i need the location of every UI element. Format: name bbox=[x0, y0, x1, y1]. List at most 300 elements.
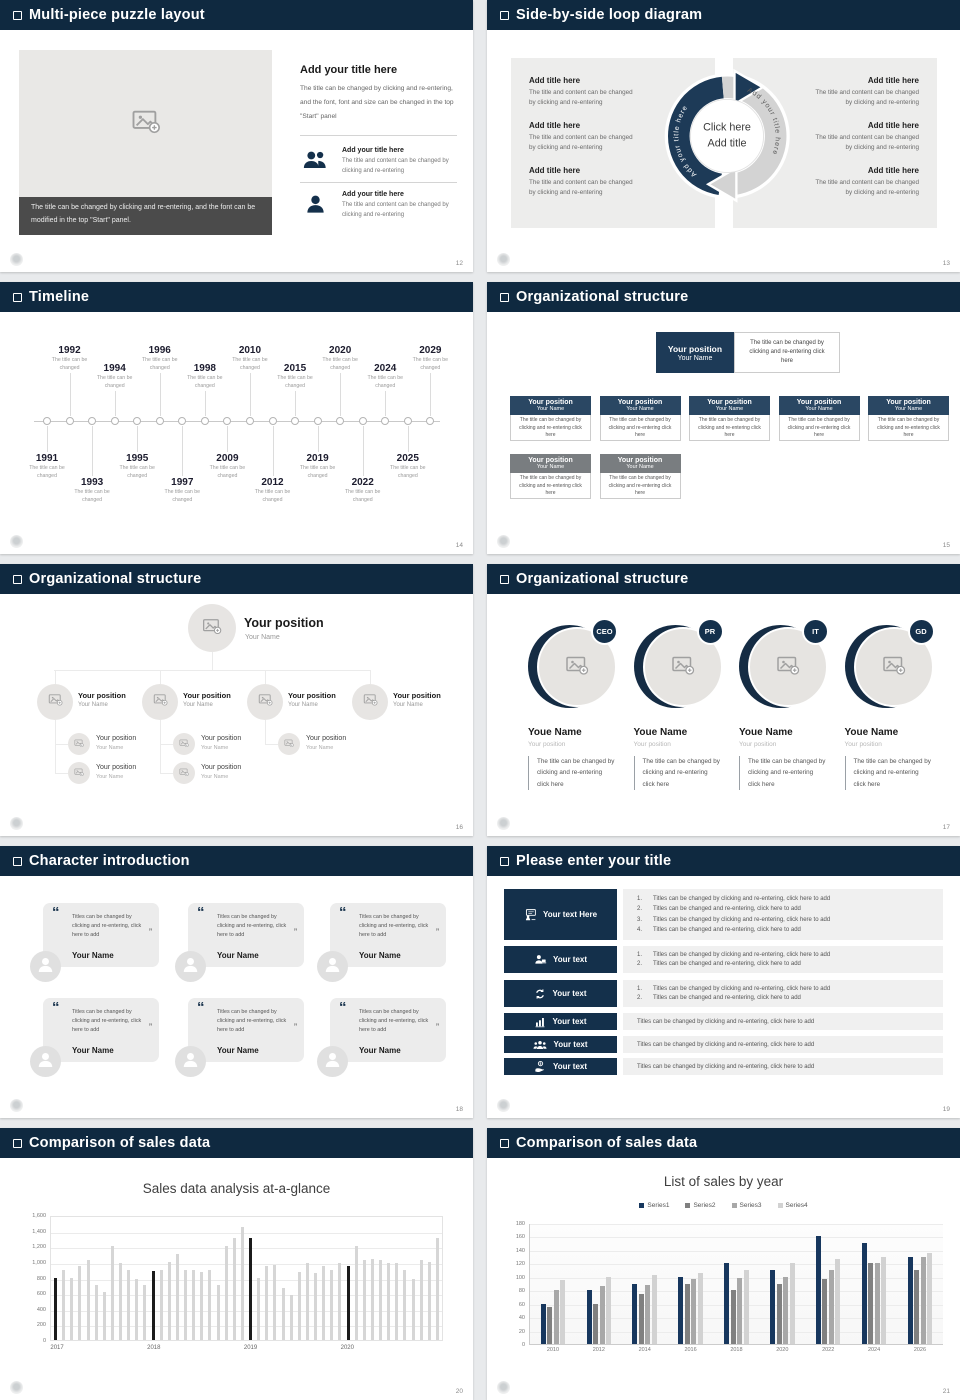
name-label: Your Name bbox=[715, 406, 744, 413]
timeline-dot bbox=[404, 417, 412, 425]
org-profiles-canvas bbox=[487, 594, 960, 836]
org-box-header bbox=[510, 454, 591, 473]
line-text: Titles can be changed by clicking and re-entering, click here to add bbox=[653, 916, 831, 923]
x-axis-label: 2018 bbox=[147, 1345, 161, 1351]
org-box-header bbox=[779, 396, 860, 415]
quote-card bbox=[188, 903, 304, 967]
timeline-connector bbox=[295, 391, 296, 416]
timeline-item bbox=[250, 477, 296, 505]
character-name: Your Name bbox=[359, 951, 401, 960]
avatar bbox=[317, 1046, 348, 1077]
slide-org-structure-boxes[interactable] bbox=[487, 282, 960, 554]
sales-chart-2 bbox=[487, 1158, 960, 1400]
connector-line bbox=[265, 720, 266, 744]
row-title-button[interactable] bbox=[504, 980, 617, 1007]
divider bbox=[300, 182, 457, 183]
item-body: The title and content can be changed by clicking and re-entering bbox=[815, 179, 919, 197]
row-text-line bbox=[637, 995, 937, 1001]
close-quote-icon: ” bbox=[436, 927, 439, 937]
open-quote-icon: “ bbox=[52, 904, 60, 921]
timeline-item bbox=[69, 477, 115, 505]
timeline-year: 1998 bbox=[193, 363, 216, 374]
image-placeholder-icon bbox=[179, 764, 189, 782]
legend-marker bbox=[778, 1203, 783, 1208]
slide-header bbox=[487, 282, 960, 312]
row-text-list bbox=[623, 1036, 943, 1053]
timeline-connector bbox=[318, 426, 319, 452]
line-number: 1. bbox=[637, 951, 643, 958]
slide-header bbox=[487, 1128, 960, 1158]
bar bbox=[822, 1279, 827, 1344]
legend-marker bbox=[685, 1203, 690, 1208]
line-text: Titles can be changed by clicking and re-entering, click here to add bbox=[653, 951, 831, 958]
bar bbox=[790, 1263, 795, 1344]
timeline-year: 2019 bbox=[306, 453, 329, 464]
coin-hand-icon bbox=[534, 1060, 547, 1073]
timeline-item-body: The title can be changed bbox=[254, 489, 291, 503]
y-axis-label: 20 bbox=[518, 1328, 525, 1335]
page-number: 13 bbox=[942, 260, 950, 267]
branch-name: Your Name bbox=[78, 702, 108, 708]
profile-name: Youe Name bbox=[528, 727, 582, 738]
page-number: 14 bbox=[455, 542, 463, 549]
bar bbox=[265, 1266, 268, 1340]
connector-line bbox=[265, 670, 266, 684]
image-placeholder-icon bbox=[776, 653, 800, 682]
bar bbox=[119, 1263, 122, 1340]
page-number: 18 bbox=[455, 1106, 463, 1113]
y-axis-label: 160 bbox=[515, 1234, 525, 1241]
item-title: Add title here bbox=[867, 76, 919, 85]
sub-position: Your position bbox=[201, 764, 242, 771]
university-seal-logo bbox=[497, 535, 510, 548]
person-silhouette-icon bbox=[323, 1050, 342, 1074]
x-axis-label: 2020 bbox=[776, 1347, 789, 1353]
branch-position: Your position bbox=[183, 691, 231, 700]
square-bullet-icon bbox=[500, 857, 509, 866]
open-quote-icon: “ bbox=[197, 999, 205, 1016]
timeline-dot bbox=[66, 417, 74, 425]
line-number: 1. bbox=[637, 985, 643, 992]
avatar bbox=[30, 951, 61, 982]
connector-line bbox=[160, 744, 173, 745]
bar bbox=[428, 1262, 431, 1340]
y-axis-label: 400 bbox=[36, 1306, 46, 1313]
bar bbox=[777, 1284, 782, 1345]
timeline-year: 1994 bbox=[103, 363, 126, 374]
close-quote-icon: ” bbox=[294, 1022, 297, 1032]
name-label: Your Name bbox=[536, 406, 565, 413]
timeline-year: 2022 bbox=[351, 477, 374, 488]
close-quote-icon: ” bbox=[149, 927, 152, 937]
org-box-body: The title can be changed by clicking and re-entering click here bbox=[868, 415, 949, 441]
profile-name: Youe Name bbox=[633, 727, 688, 738]
image-placeholder-icon bbox=[48, 692, 63, 712]
row-title-button[interactable] bbox=[504, 1013, 617, 1030]
row-text-line bbox=[637, 961, 937, 967]
timeline-item-body: The title can be changed bbox=[74, 489, 110, 503]
person-silhouette-icon bbox=[181, 1050, 200, 1074]
row-title-label: Your text bbox=[552, 1017, 587, 1026]
bar bbox=[921, 1257, 926, 1344]
connector-line bbox=[370, 670, 371, 684]
image-placeholder-icon bbox=[74, 764, 84, 782]
row-text-list bbox=[623, 1058, 943, 1075]
line-number: 4. bbox=[637, 927, 643, 934]
slide-title: Organizational structure bbox=[516, 571, 689, 587]
slide-header bbox=[0, 846, 473, 876]
timeline-year: 2020 bbox=[329, 345, 352, 356]
profile-name: Youe Name bbox=[844, 727, 899, 738]
timeline-dot bbox=[201, 417, 209, 425]
slide-sales-comparison-1[interactable] bbox=[0, 1128, 473, 1400]
row-title-button[interactable] bbox=[504, 946, 617, 973]
branch-avatar bbox=[142, 684, 178, 720]
slide-title: Comparison of sales data bbox=[516, 1135, 698, 1151]
branch-avatar bbox=[247, 684, 283, 720]
bar bbox=[632, 1284, 637, 1345]
legend-item bbox=[732, 1202, 762, 1209]
org-box-header bbox=[689, 396, 770, 415]
item-title: Add title here bbox=[867, 121, 919, 131]
name-label: Your Name bbox=[894, 406, 923, 413]
badge: GD bbox=[908, 618, 935, 645]
quote-text: Titles can be changed by clicking and re-entering, click here to add bbox=[217, 1009, 287, 1034]
bar bbox=[192, 1270, 195, 1340]
org-tree-canvas bbox=[0, 594, 473, 836]
bar-highlight bbox=[54, 1278, 57, 1341]
bar bbox=[322, 1266, 325, 1340]
bar bbox=[225, 1246, 228, 1340]
page-number: 19 bbox=[942, 1106, 950, 1113]
quote-text: Titles can be changed by clicking and re-entering, click here to add bbox=[359, 914, 429, 939]
timeline-connector bbox=[115, 391, 116, 416]
timeline-connector bbox=[137, 426, 138, 452]
timeline-connector bbox=[408, 426, 409, 452]
timeline-item-body: The title can be changed bbox=[187, 375, 223, 389]
quote-text: Titles can be changed by clicking and re-entering, click here to add bbox=[72, 1009, 142, 1034]
x-axis-label: 2014 bbox=[638, 1347, 651, 1353]
slide-org-structure-profiles[interactable] bbox=[487, 564, 960, 836]
page-number: 12 bbox=[455, 260, 463, 267]
row-title-label: Your text bbox=[553, 1040, 588, 1049]
timeline-item-body: The title can be changed bbox=[390, 465, 426, 479]
org-top-box-position bbox=[656, 332, 734, 373]
timeline-item bbox=[114, 453, 160, 481]
position-label: Your position bbox=[886, 398, 931, 406]
profile-position: Your position bbox=[739, 741, 777, 748]
row-title-button[interactable] bbox=[504, 889, 617, 940]
slide-title: Please enter your title bbox=[516, 853, 672, 869]
x-axis-label: 2017 bbox=[50, 1345, 64, 1351]
bar bbox=[875, 1263, 880, 1344]
bar bbox=[176, 1254, 179, 1340]
bar bbox=[412, 1279, 415, 1340]
profile-position: Your position bbox=[633, 741, 671, 748]
line-text: Titles can be changed and re-entering, click here to add bbox=[653, 927, 801, 934]
profile-body: The title can be changed by clicking and re-entering click here bbox=[845, 756, 933, 790]
timeline-connector bbox=[385, 391, 386, 416]
timeline-item-body: The title can be changed bbox=[344, 489, 381, 503]
image-placeholder-icon bbox=[284, 735, 294, 753]
item-title: Add title here bbox=[529, 166, 581, 176]
item-title: Add title here bbox=[529, 76, 581, 85]
legend-label: Series1 bbox=[647, 1202, 670, 1209]
timeline-year: 1991 bbox=[35, 453, 59, 464]
slide-timeline[interactable] bbox=[0, 282, 473, 554]
bar bbox=[783, 1277, 788, 1344]
close-quote-icon: ” bbox=[294, 927, 297, 937]
bar bbox=[724, 1263, 729, 1344]
image-placeholder-icon bbox=[258, 692, 273, 712]
row-text-line bbox=[637, 927, 937, 933]
person-silhouette-icon bbox=[323, 955, 342, 979]
row-text-list bbox=[623, 1013, 943, 1030]
sub-name: Your Name bbox=[201, 745, 229, 751]
y-axis-label: 200 bbox=[36, 1322, 46, 1329]
row-text-list bbox=[623, 889, 943, 940]
square-bullet-icon bbox=[13, 575, 22, 584]
bar bbox=[200, 1272, 203, 1340]
legend-item bbox=[685, 1202, 715, 1209]
page-number: 21 bbox=[942, 1388, 950, 1395]
slide-character-introduction[interactable] bbox=[0, 846, 473, 1118]
bar bbox=[587, 1290, 592, 1344]
item-title: Add your title here bbox=[342, 191, 404, 198]
y-axis-label: 1,200 bbox=[32, 1244, 46, 1251]
timeline-year: 2010 bbox=[238, 345, 262, 356]
row-text-line bbox=[637, 1042, 937, 1048]
bar bbox=[606, 1277, 611, 1344]
name-label: Your Name bbox=[677, 354, 713, 362]
position-label: Your position bbox=[528, 398, 573, 406]
row-text-line bbox=[637, 906, 937, 912]
bar bbox=[273, 1265, 276, 1340]
image-caption: The title can be changed by clicking and re-entering, and the font can be modified in the top "Start" panel. bbox=[19, 197, 272, 235]
loop-body bbox=[487, 30, 960, 272]
y-axis-label: 40 bbox=[518, 1315, 525, 1322]
timeline-connector bbox=[250, 373, 251, 416]
legend-label: Series4 bbox=[785, 1202, 808, 1209]
quote-text: Titles can be changed by clicking and re-entering, click here to add bbox=[72, 914, 142, 939]
timeline-connector bbox=[340, 373, 341, 416]
y-axis-label: 800 bbox=[36, 1275, 46, 1282]
podium-icon bbox=[524, 908, 537, 921]
timeline-item bbox=[137, 345, 183, 373]
bar bbox=[403, 1270, 406, 1340]
row-text-list bbox=[623, 980, 943, 1007]
timeline-year: 1995 bbox=[126, 453, 149, 464]
connector-line bbox=[212, 652, 213, 670]
timeline-dot bbox=[178, 417, 186, 425]
timeline-item bbox=[295, 453, 341, 481]
item-body: The title and content can be changed by clicking and re-entering bbox=[529, 179, 633, 197]
bar bbox=[691, 1279, 696, 1344]
bar bbox=[208, 1270, 211, 1340]
university-seal-logo bbox=[10, 1381, 23, 1394]
bar bbox=[241, 1227, 244, 1340]
image-placeholder bbox=[19, 50, 272, 197]
avatar bbox=[317, 951, 348, 982]
bar-group bbox=[770, 1263, 795, 1353]
timeline-item-body: The title can be changed bbox=[232, 357, 268, 371]
arc-right-label: Add your title here bbox=[745, 86, 781, 157]
chart-legend bbox=[487, 1202, 960, 1209]
two-people-icon bbox=[302, 148, 328, 175]
bar bbox=[541, 1304, 546, 1344]
slide-sales-comparison-2[interactable] bbox=[487, 1128, 960, 1400]
quote-text: Titles can be changed by clicking and re-entering, click here to add bbox=[217, 914, 287, 939]
org-box-header bbox=[510, 396, 591, 415]
timeline-year: 2015 bbox=[283, 363, 307, 374]
timeline-connector bbox=[363, 426, 364, 476]
timeline-dot bbox=[223, 417, 231, 425]
y-axis-label: 0 bbox=[42, 1338, 46, 1344]
slide-org-structure-tree[interactable] bbox=[0, 564, 473, 836]
row-title-label: Your text bbox=[552, 955, 588, 964]
timeline-item bbox=[362, 363, 408, 391]
profile-body: The title can be changed by clicking and re-entering click here bbox=[528, 756, 616, 790]
slide-multi-piece-puzzle[interactable] bbox=[0, 0, 473, 272]
branch-position: Your position bbox=[288, 691, 336, 700]
quote-text: Titles can be changed by clicking and re-entering, click here to add bbox=[359, 1009, 429, 1034]
university-seal-logo bbox=[497, 1381, 510, 1394]
row-title-label: Your text bbox=[552, 989, 587, 998]
timeline-dot bbox=[336, 417, 344, 425]
slide-header bbox=[0, 0, 473, 30]
branch-avatar bbox=[37, 684, 73, 720]
timeline-item-body: The title can be changed bbox=[209, 465, 246, 479]
timeline-item bbox=[92, 363, 138, 391]
timeline-dot bbox=[426, 417, 434, 425]
slide-title: Character introduction bbox=[29, 853, 190, 869]
line-text: Titles can be changed by clicking and re-entering, click here to add bbox=[637, 1018, 815, 1025]
slide-header bbox=[487, 564, 960, 594]
line-text: Titles can be changed and re-entering, click here to add bbox=[653, 995, 801, 1002]
timeline-item bbox=[159, 477, 205, 505]
open-quote-icon: “ bbox=[52, 999, 60, 1016]
timeline-item bbox=[407, 345, 453, 373]
bar bbox=[78, 1266, 81, 1340]
slide-loop-diagram[interactable] bbox=[487, 0, 960, 272]
bar bbox=[233, 1238, 236, 1340]
page-number: 20 bbox=[455, 1388, 463, 1395]
y-axis-label: 1,400 bbox=[32, 1228, 46, 1235]
row-text-line bbox=[637, 986, 937, 992]
position-label: Your position bbox=[796, 398, 842, 406]
timeline-dot bbox=[133, 417, 141, 425]
sub-avatar bbox=[68, 733, 90, 755]
open-quote-icon: “ bbox=[339, 904, 347, 921]
item-body: The title and content can be changed by clicking and re-entering bbox=[815, 89, 919, 107]
item-body: The title and content can be changed by clicking and re-entering bbox=[342, 158, 449, 175]
bar bbox=[547, 1307, 552, 1344]
branch-position: Your position bbox=[393, 691, 441, 700]
x-axis-label: 2020 bbox=[340, 1345, 354, 1351]
line-text: Titles can be changed by clicking and re-entering, click here to add bbox=[637, 1063, 815, 1070]
bar bbox=[560, 1280, 565, 1344]
timeline-year: 1993 bbox=[80, 477, 104, 488]
bar bbox=[103, 1292, 106, 1340]
profile-figure bbox=[634, 622, 726, 712]
slide-enter-your-title[interactable] bbox=[487, 846, 960, 1118]
bar bbox=[314, 1273, 317, 1340]
legend-label: Series2 bbox=[693, 1202, 716, 1209]
chart-title: Sales data analysis at-a-glance bbox=[142, 1181, 331, 1196]
y-axis-label: 0 bbox=[521, 1342, 525, 1348]
timeline-dot bbox=[269, 417, 277, 425]
timeline-item bbox=[204, 453, 250, 481]
sub-position: Your position bbox=[96, 735, 137, 742]
connector-line bbox=[55, 720, 56, 773]
bar bbox=[737, 1278, 742, 1344]
person-icon bbox=[304, 192, 327, 220]
bar-group bbox=[632, 1275, 657, 1353]
timeline-connector bbox=[430, 373, 431, 416]
person-silhouette-icon bbox=[181, 955, 200, 979]
university-seal-logo bbox=[10, 817, 23, 830]
org-box-body: The title can be changed by clicking and re-entering click here bbox=[510, 415, 591, 441]
image-placeholder-icon bbox=[74, 735, 84, 753]
avatar bbox=[30, 1046, 61, 1077]
slide-header bbox=[0, 282, 473, 312]
y-axis-label: 180 bbox=[515, 1221, 525, 1227]
timeline-dot bbox=[381, 417, 389, 425]
name-label: Your Name bbox=[536, 464, 565, 471]
character-cards-canvas bbox=[0, 876, 473, 1118]
square-bullet-icon bbox=[500, 11, 509, 20]
org-box-body: The title can be changed by clicking and re-entering click here bbox=[689, 415, 770, 441]
image-placeholder-icon bbox=[363, 692, 378, 712]
sub-avatar bbox=[68, 762, 90, 784]
bar-group bbox=[541, 1280, 566, 1353]
university-seal-logo bbox=[10, 1099, 23, 1112]
list-item bbox=[342, 191, 460, 220]
divider bbox=[300, 135, 457, 136]
bar bbox=[639, 1294, 644, 1344]
x-axis-label: 2019 bbox=[243, 1345, 258, 1351]
line-text: Titles can be changed and re-entering, click here to add bbox=[653, 961, 801, 968]
bar bbox=[835, 1259, 840, 1344]
timeline-connector bbox=[70, 373, 71, 416]
puzzle-body bbox=[0, 30, 473, 272]
bar bbox=[698, 1273, 703, 1344]
university-seal-logo bbox=[497, 817, 510, 830]
row-title-button[interactable] bbox=[504, 1058, 617, 1075]
image-placeholder-icon bbox=[131, 106, 161, 141]
page-number: 17 bbox=[942, 824, 950, 831]
slide-title: Organizational structure bbox=[29, 571, 202, 587]
legend-marker bbox=[732, 1203, 737, 1208]
y-axis-label: 60 bbox=[518, 1301, 525, 1308]
timeline-item-body: The title can be changed bbox=[164, 489, 201, 503]
character-name: Your Name bbox=[72, 1046, 114, 1055]
branch-name: Your Name bbox=[183, 702, 213, 708]
line-number: 1. bbox=[637, 895, 643, 902]
profile-figure bbox=[739, 622, 831, 712]
profile-position: Your position bbox=[528, 741, 566, 748]
profile-body: The title can be changed by clicking and re-entering click here bbox=[739, 756, 827, 790]
bar bbox=[135, 1279, 138, 1340]
profile-card bbox=[739, 622, 835, 790]
timeline-dot bbox=[246, 417, 254, 425]
square-bullet-icon bbox=[13, 1139, 22, 1148]
bar-series bbox=[54, 1217, 439, 1340]
timeline-canvas bbox=[0, 312, 473, 554]
connector-line bbox=[54, 670, 371, 671]
row-title-button[interactable] bbox=[504, 1036, 617, 1053]
university-seal-logo bbox=[497, 1099, 510, 1112]
